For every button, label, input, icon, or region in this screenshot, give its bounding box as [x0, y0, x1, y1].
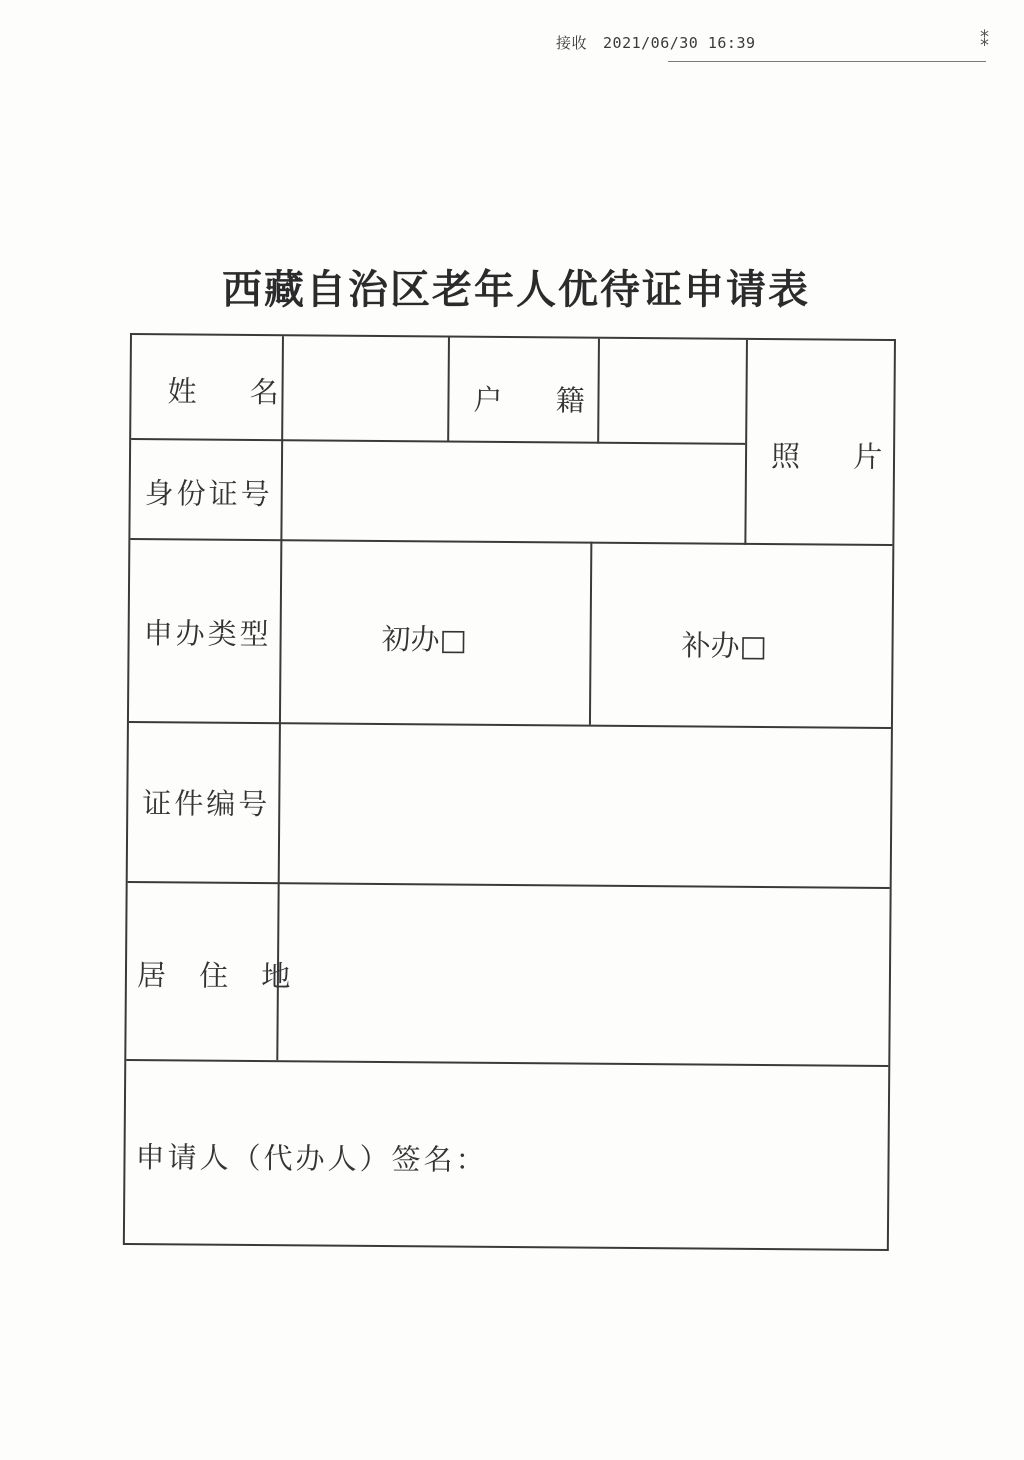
reapply-option[interactable]: 补办□ — [681, 628, 768, 664]
fax-datetime: 2021/06/30 16:39 — [603, 34, 756, 52]
fax-label: 接收 — [556, 34, 588, 52]
corner-mark: ⁑ — [980, 30, 989, 51]
name-label: 姓 名 — [167, 374, 301, 410]
signature-field[interactable] — [485, 1098, 876, 1221]
fax-underline — [668, 61, 986, 62]
photo-label: 照 片 — [770, 439, 905, 475]
id-number-field[interactable] — [285, 441, 745, 543]
application-form — [123, 333, 905, 1251]
address-label: 居 住 地 — [136, 958, 303, 994]
cert-number-field[interactable] — [283, 724, 891, 887]
name-field[interactable] — [286, 336, 448, 440]
form-title: 西藏自治区老年人优待证申请表 — [222, 266, 810, 313]
household-field[interactable] — [601, 339, 746, 443]
household-label: 户 籍 — [473, 382, 607, 418]
signature-label: 申请人（代办人）签名： — [135, 1140, 488, 1177]
first-apply-option[interactable]: 初办□ — [381, 621, 468, 657]
col-divider — [589, 542, 592, 725]
address-field[interactable] — [281, 884, 889, 1065]
cert-number-label: 证件编号 — [142, 786, 271, 822]
id-number-label: 身份证号 — [144, 476, 273, 512]
apply-type-label: 申办类型 — [143, 616, 272, 652]
fax-header — [556, 32, 772, 53]
